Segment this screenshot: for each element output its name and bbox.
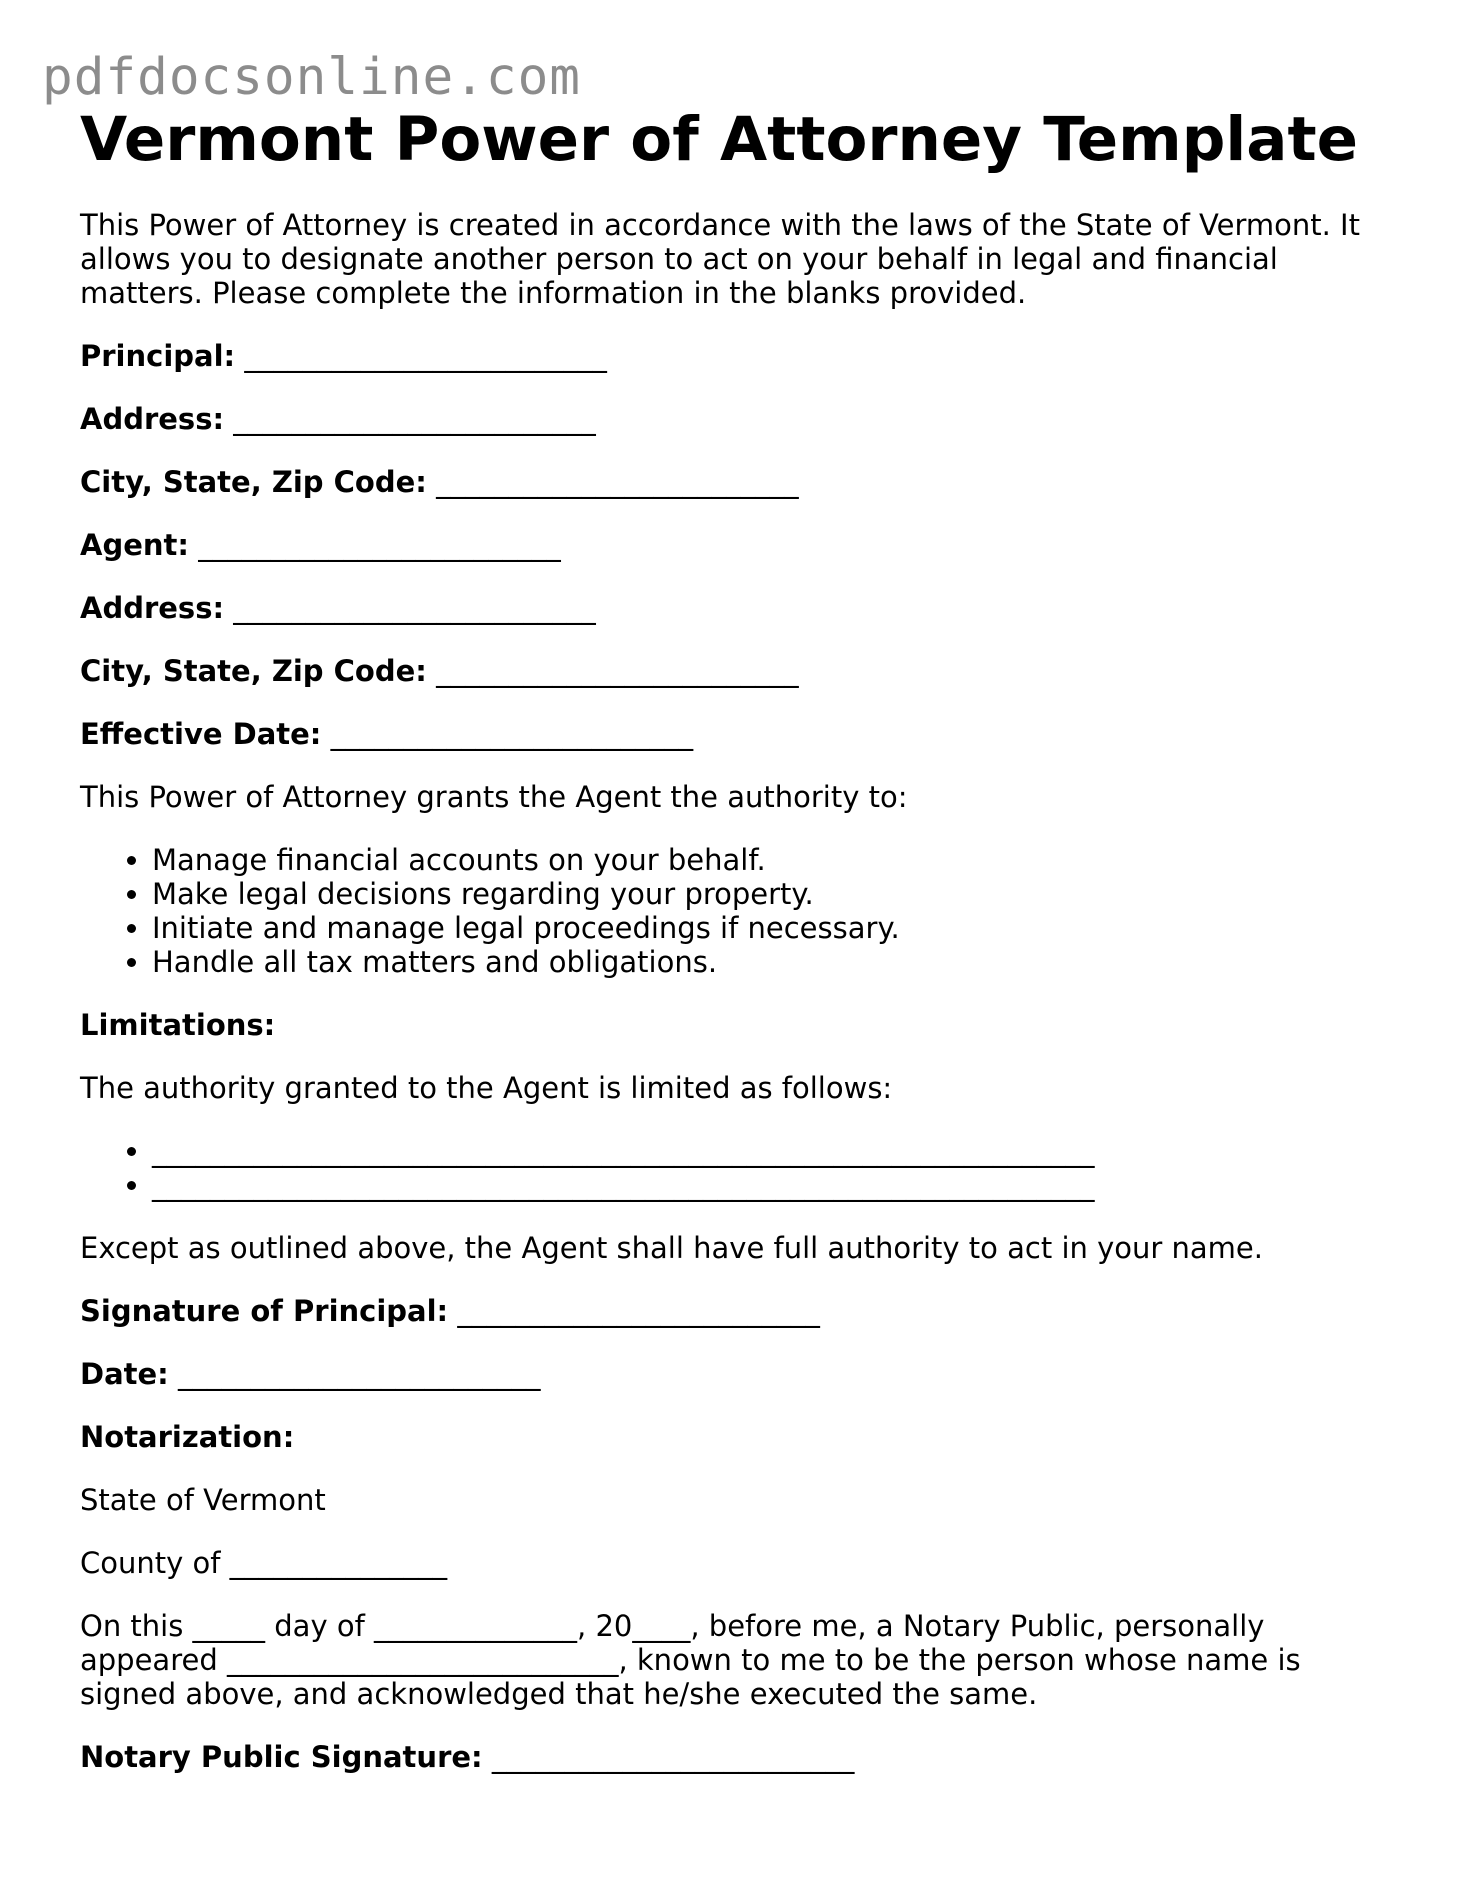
effective-date-field <box>80 717 1380 751</box>
agent-city-state-zip-blank[interactable]: _________________________ <box>436 654 799 688</box>
grant-item: • Make legal decisions regarding your property. <box>152 877 1380 911</box>
grants-list <box>80 843 1380 979</box>
county-line[interactable]: County of _______________ <box>80 1546 448 1580</box>
grant-item: • Manage financial accounts on your behalf. <box>152 843 1380 877</box>
principal-city-state-zip-field <box>80 465 1380 499</box>
notarization-heading-text: Notarization: <box>80 1420 295 1454</box>
grant-item: • Handle all tax matters and obligations. <box>152 945 1380 979</box>
document-body <box>80 100 1380 1774</box>
notary-signature-label: Notary Public Signature: <box>80 1740 483 1774</box>
grant-item: • Initiate and manage legal proceedings if necessary. <box>152 911 1380 945</box>
date-blank[interactable]: _________________________ <box>178 1357 541 1391</box>
principal-address-blank[interactable]: _________________________ <box>233 402 596 436</box>
grants-intro: This Power of Attorney grants the Agent the authority to: <box>80 780 908 814</box>
signature-principal-label: Signature of Principal: <box>80 1294 449 1328</box>
limitations-intro: The authority granted to the Agent is limited as follows: <box>80 1071 893 1105</box>
signature-principal-field <box>80 1294 1380 1328</box>
limitation-blank[interactable]: • _________________________________________________________________ <box>152 1168 1380 1202</box>
document-title: Vermont Power of Attorney Template <box>80 104 1358 175</box>
limitations-heading-text: Limitations: <box>80 1008 276 1042</box>
principal-address-field <box>80 402 1380 436</box>
agent-blank[interactable]: _________________________ <box>198 528 561 562</box>
agent-field <box>80 528 1380 562</box>
intro-paragraph: This Power of Attorney is created in accordance with the laws of the State of Vermont. It allows you to designate another person to act on your behalf in legal and financial matters. Please complete the information in the blanks provided. <box>80 208 1360 310</box>
date-field <box>80 1357 1380 1391</box>
agent-city-state-zip-field <box>80 654 1380 688</box>
principal-city-state-zip-label: City, State, Zip Code: <box>80 465 427 499</box>
state-line: State of Vermont <box>80 1483 326 1517</box>
notarization-heading <box>80 1420 1380 1454</box>
watermark: pdfdocsonline.com <box>42 48 581 107</box>
effective-date-label: Effective Date: <box>80 717 322 751</box>
agent-address-label: Address: <box>80 591 225 625</box>
notary-signature-blank[interactable]: _________________________ <box>491 1740 855 1774</box>
limitations-list <box>80 1134 1380 1202</box>
principal-address-label: Address: <box>80 402 225 436</box>
agent-label: Agent: <box>80 528 189 562</box>
limitations-heading <box>80 1008 1380 1042</box>
principal-label: Principal: <box>80 339 236 373</box>
limitation-blank[interactable]: • _________________________________________________________________ <box>152 1134 1380 1168</box>
agent-address-field <box>80 591 1380 625</box>
principal-field <box>80 339 1380 373</box>
principal-blank[interactable]: _________________________ <box>244 339 607 373</box>
principal-city-state-zip-blank[interactable]: _________________________ <box>436 465 799 499</box>
effective-date-blank[interactable]: _________________________ <box>330 717 694 751</box>
notary-statement: On this _____ day of ______________, 20____, before me, a Notary Public, personally appeared ___________________________, known to me to be the person whose name is signed above, and acknowledged that he/she executed the same. <box>80 1609 1301 1711</box>
date-label: Date: <box>80 1357 169 1391</box>
agent-city-state-zip-label: City, State, Zip Code: <box>80 654 427 688</box>
signature-principal-blank[interactable]: _________________________ <box>457 1294 820 1328</box>
except-paragraph: Except as outlined above, the Agent shall have full authority to act in your name. <box>80 1231 1263 1265</box>
agent-address-blank[interactable]: _________________________ <box>233 591 596 625</box>
notary-signature-field <box>80 1740 1380 1774</box>
